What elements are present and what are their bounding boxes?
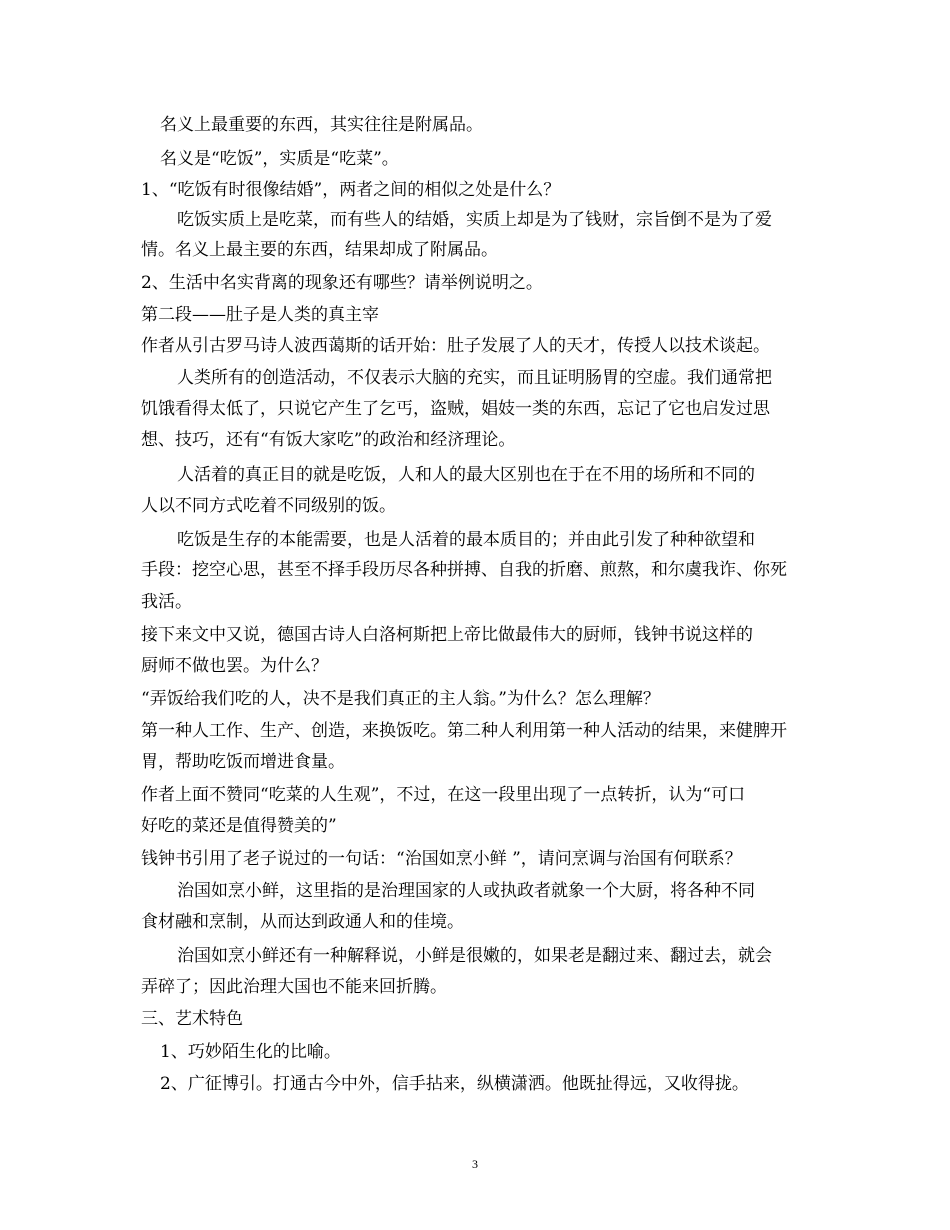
text-line: 接下来文中又说，德国古诗人白洛柯斯把上帝比做最伟大的厨师，钱钟书说这样的 [141,625,753,645]
text-line: 2、广征博引。打通古今中外，信手拈来，纵横潇洒。他既扯得远，又收得拢。 [160,1074,749,1094]
text-line: 吃饭实质上是吃菜，而有些人的结婚，实质上却是为了钱财，宗旨倒不是为了爱 [177,210,772,230]
text-line: 饥饿看得太低了，只说它产生了乞丐，盗贼，娼妓一类的东西，忘记了它也启发过思 [141,399,770,419]
text-line: 1、巧妙陌生化的比喻。 [160,1042,341,1062]
text-line: 手段：挖空心思，甚至不择手段历尽各种拼搏、自我的折磨、煎熬，和尔虞我诈、你死 [141,560,787,580]
text-line: 治国如烹小鲜还有一种解释说，小鲜是很嫩的，如果老是翻过来、翻过去，就会 [177,946,772,966]
text-line: 食材融和烹制，从而达到政通人和的佳境。 [141,912,464,932]
text-line: 弄碎了；因此治理大国也不能来回折腾。 [141,977,447,997]
text-line: “弄饭给我们吃的人，决不是我们真正的主人翁。”为什么？怎么理解？ [141,689,660,709]
text-line: 胃，帮助吃饭而增进食量。 [141,752,345,772]
page-number: 3 [472,1157,478,1171]
text-line: 作者上面不赞同“吃菜的人生观”，不过，在这一段里出现了一点转折，认为“可口 [141,785,746,805]
text-line: 治国如烹小鲜，这里指的是治理国家的人或执政者就象一个大厨，将各种不同 [177,881,755,901]
text-line: 人以不同方式吃着不同级别的饭。 [141,496,396,516]
text-line: 我活。 [141,592,192,612]
text-line: 1、“吃饭有时很像结婚”，两者之间的相似之处是什么？ [141,180,561,200]
section-heading: 第二段——肚子是人类的真主宰 [141,305,379,325]
text-line: 作者从引古罗马诗人波西蔼斯的话开始：肚子发展了人的天才，传授人以技术谈起。 [141,336,770,356]
text-line: 厨师不做也罢。为什么？ [141,656,328,676]
text-line: 名义上最重要的东西，其实往往是附属品。 [160,115,483,135]
text-line: 名义是“吃饭”，实质是“吃菜”。 [160,149,399,169]
text-line: 人类所有的创造活动，不仅表示大脑的充实，而且证明肠胃的空虚。我们通常把 [177,368,772,388]
text-line: 人活着的真正目的就是吃饭，人和人的最大区别也在于在不用的场所和不同的 [177,465,755,485]
section-heading: 三、艺术特色 [141,1009,243,1029]
text-line: 好吃的菜还是值得赞美的” [141,816,337,836]
text-line: 想、技巧，还有“有饭大家吃”的政治和经济理论。 [141,430,516,450]
text-line: 2、生活中名实背离的现象还有哪些？请举例说明之。 [141,273,543,293]
text-line: 第一种人工作、生产、创造，来换饭吃。第二种人利用第一种人活动的结果，来健脾开 [141,721,787,741]
text-line: 情。名义上最主要的东西，结果却成了附属品。 [141,240,498,260]
text-line: 吃饭是生存的本能需要，也是人活着的最本质目的；并由此引发了种种欲望和 [177,530,755,550]
text-line: 钱钟书引用了老子说过的一句话：“治国如烹小鲜 ”，请问烹调与治国有何联系？ [141,849,742,869]
